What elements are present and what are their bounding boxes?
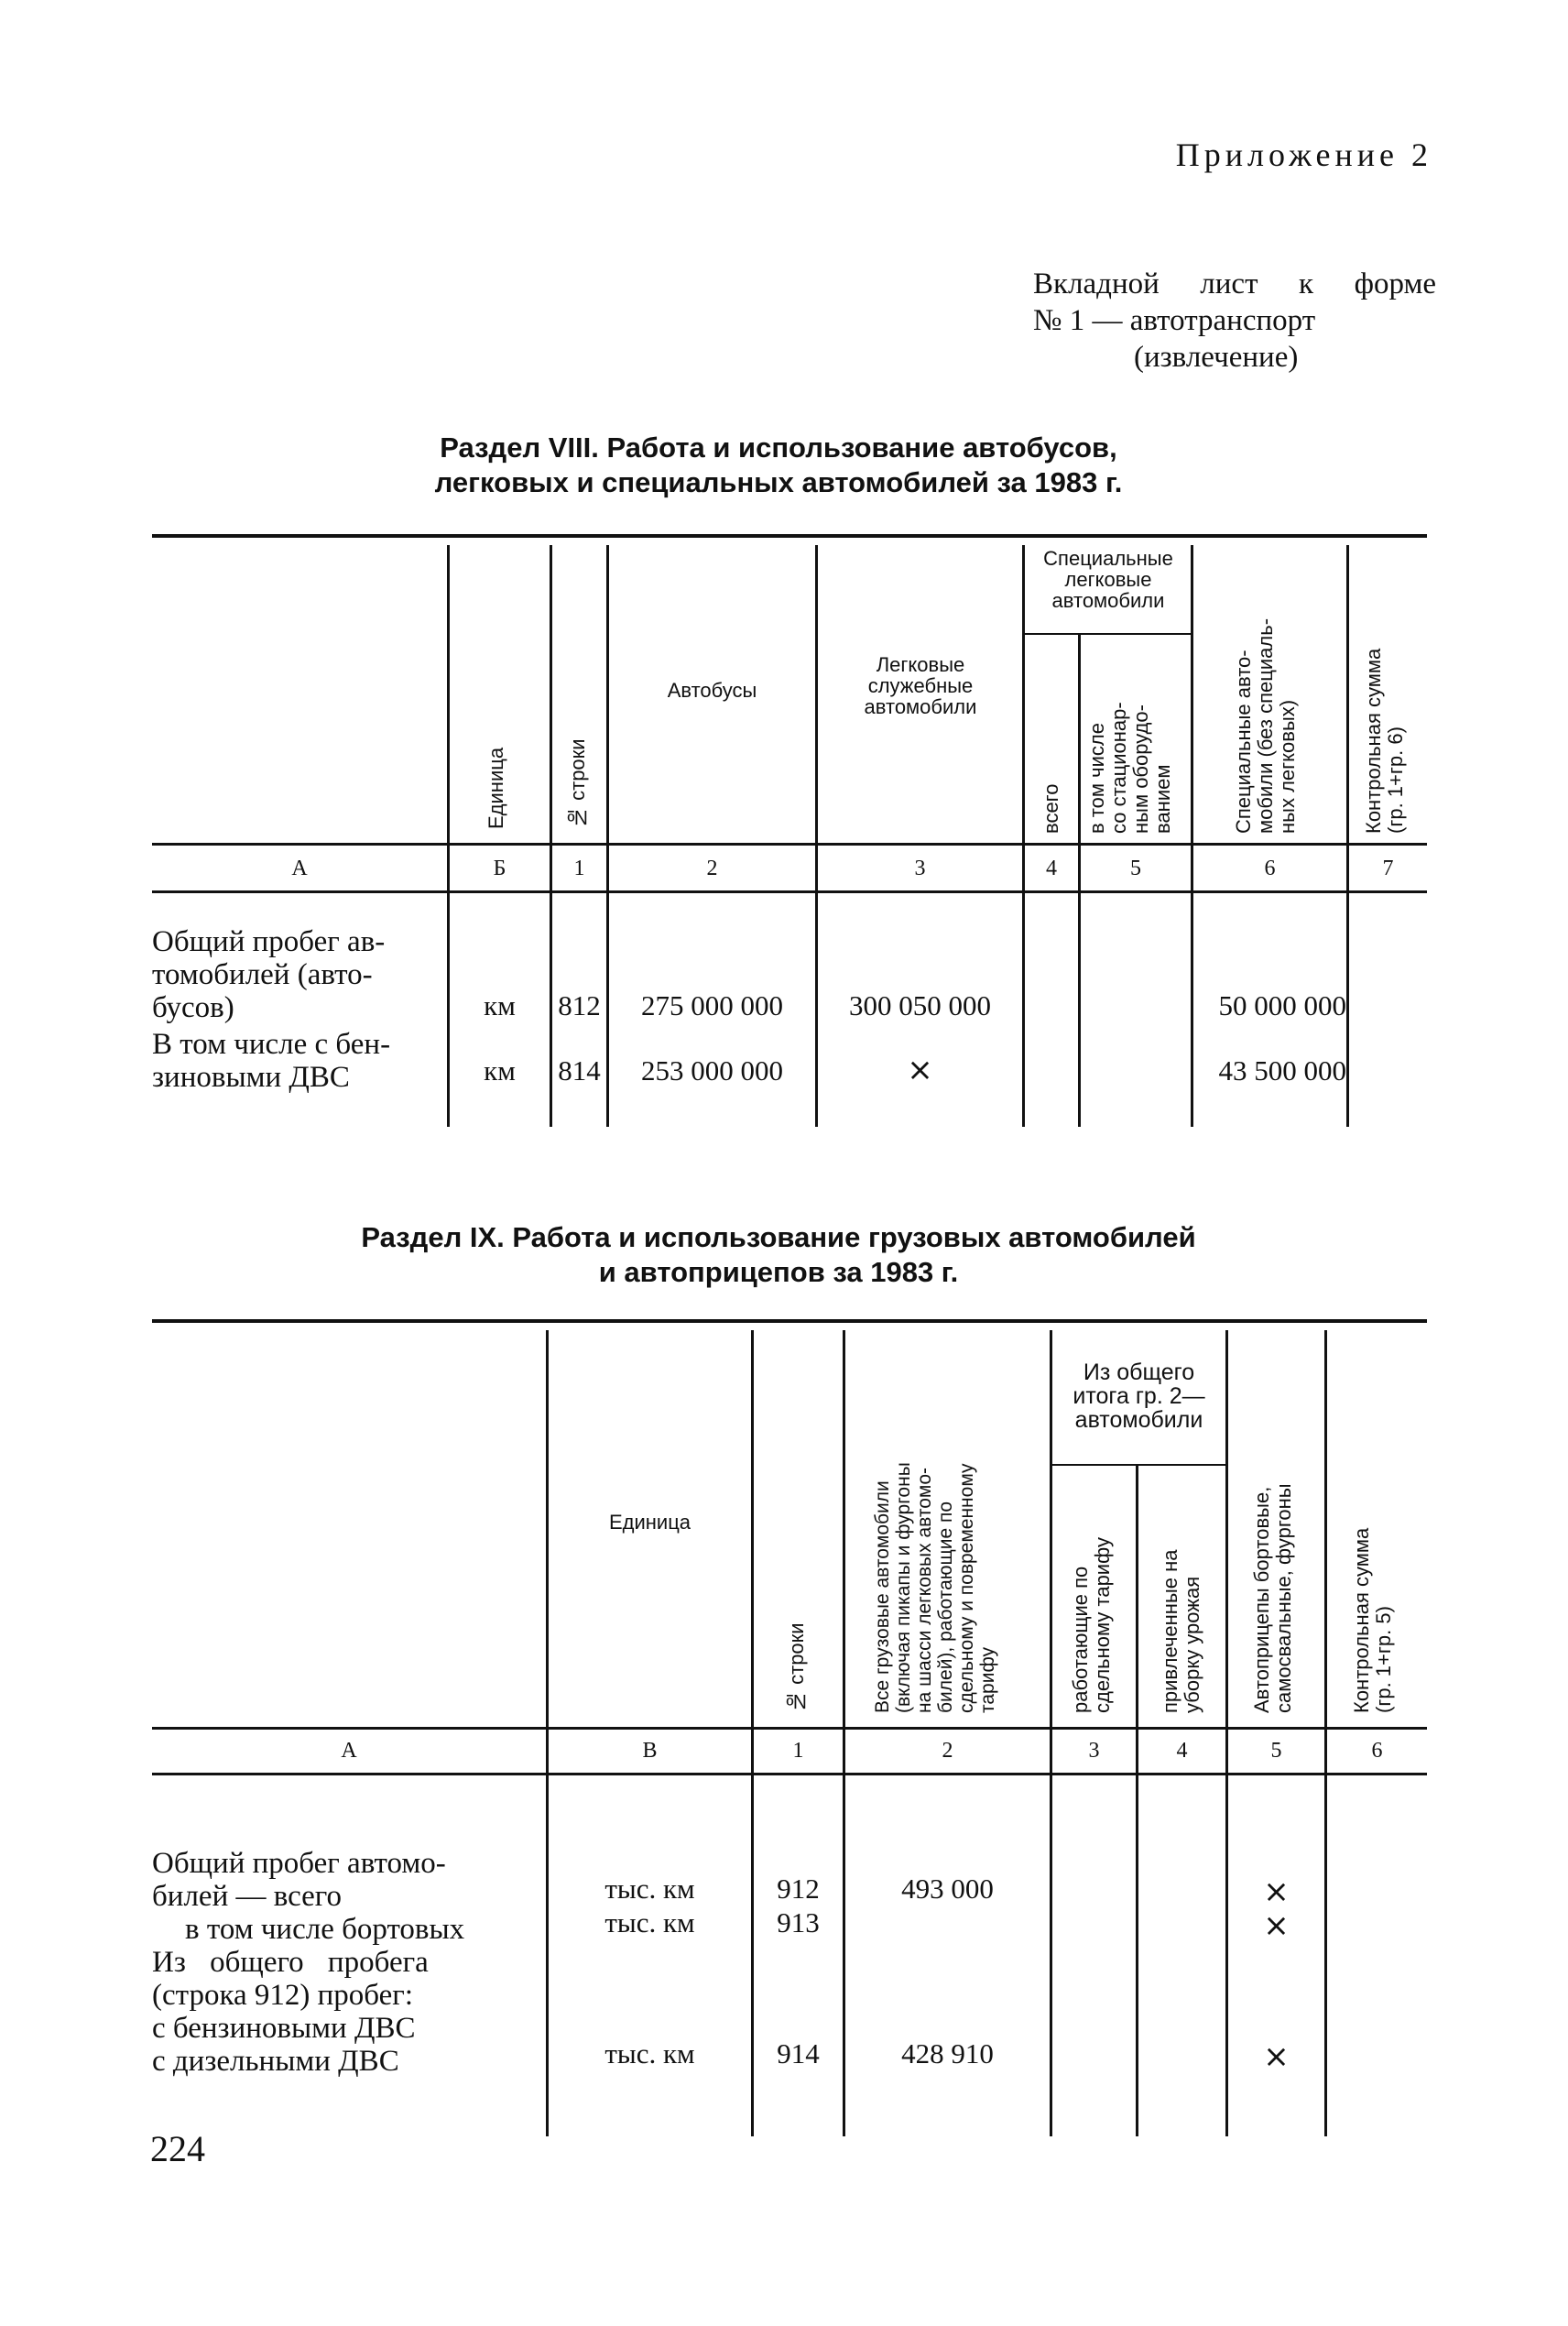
s9-piece-line2: сдельному тарифу <box>1091 1537 1114 1713</box>
s9-all-line2: (включая пикапы и фургоны <box>893 1462 914 1713</box>
s8-colnum: 2 <box>706 857 718 880</box>
s9-all-line5: сдельному и повременному <box>956 1463 977 1713</box>
s9-piece-line1: работающие по <box>1069 1566 1092 1713</box>
insert-line-2: № 1 — автотранспорт <box>1033 304 1316 337</box>
section8-title-line2: легковых и специальных автомобилей за 1983 г. <box>434 466 1123 498</box>
s9-control-line1: Контрольная сумма <box>1350 1527 1373 1713</box>
s9-header-control <box>1351 1484 1395 1713</box>
s8-vline <box>606 545 609 1127</box>
s8-row1-special: 50 000 000 <box>1218 989 1346 1021</box>
s8-colnum: 6 <box>1264 857 1276 880</box>
s9-colnum: 6 <box>1371 1739 1383 1763</box>
s9-header-rule <box>152 1727 1427 1730</box>
s9-row3-trailers-cross: × <box>1263 2038 1290 2075</box>
s9-label-line: с бензиновыми ДВС <box>152 2012 416 2045</box>
s9-label-line: Из общего пробега <box>152 1946 429 1979</box>
s9-group-rule <box>1051 1464 1225 1466</box>
s9-row2-row-no: 913 <box>777 1906 820 1938</box>
s8-row2-label <box>152 1028 390 1094</box>
s9-header-piece-rate <box>1070 1475 1114 1713</box>
insert-sheet-caption <box>1033 266 1436 376</box>
s9-all-line3: на шасси легковых автомо- <box>914 1467 935 1713</box>
appendix-label: Приложение 2 <box>1175 137 1432 173</box>
s9-vline <box>843 1330 845 2136</box>
s9-label-line: в том числе бортовых <box>185 1913 465 1946</box>
s8-header-buses: Автобусы <box>667 679 757 702</box>
s9-colnum: 1 <box>792 1739 804 1763</box>
s9-header-row-no: № строки <box>785 1622 808 1713</box>
s8-row1-unit: км <box>484 989 516 1021</box>
s9-vline <box>1324 1330 1327 2136</box>
s9-colnum: В <box>642 1739 658 1763</box>
s9-number-rule <box>152 1773 1427 1775</box>
s9-label-line: билей — всего <box>152 1880 343 1913</box>
s9-header-harvest <box>1160 1484 1203 1713</box>
s8-header-rule <box>152 843 1427 846</box>
section9-title <box>275 1220 1282 1290</box>
s8-row2-label-line: зиновыми ДВС <box>152 1061 350 1094</box>
s8-header-cars: Легковые служебные автомобили <box>864 653 977 718</box>
s8-incl-line3: ным оборудо- <box>1129 704 1152 834</box>
s8-vline <box>815 545 818 1127</box>
s8-incl-line1: в том числе <box>1085 723 1108 834</box>
s9-label-line: Общий пробег автомо- <box>152 1847 446 1880</box>
section9-title-line1: Раздел IX. Работа и использование грузовых автомобилей <box>361 1221 1196 1253</box>
s8-row1-label-line: томобилей (авто- <box>152 958 373 991</box>
s8-control-line1: Контрольная сумма <box>1362 648 1385 834</box>
s8-row1-label <box>152 925 385 1024</box>
s9-trailers-line2: самосвальные, фургоны <box>1272 1483 1295 1713</box>
s8-row1-label-line: бусов) <box>152 991 234 1024</box>
s9-vline <box>1225 1330 1228 2136</box>
s8-group-rule <box>1024 633 1192 635</box>
s8-special-line1: Специальные авто- <box>1232 650 1255 834</box>
s9-all-line1: Все грузовые автомобили <box>872 1480 893 1713</box>
s8-row2-cars-cross: × <box>907 1052 933 1088</box>
s9-row2-unit: тыс. км <box>604 1906 695 1938</box>
s9-harvest-line1: привлеченные на <box>1159 1549 1181 1713</box>
s8-top-rule <box>152 534 1427 538</box>
s8-incl-line2: со стационар- <box>1107 702 1130 834</box>
s8-incl-line4: ванием <box>1151 764 1174 834</box>
s8-special-line2: мобили (без специаль- <box>1254 617 1277 834</box>
s9-label-block <box>152 1847 464 2078</box>
s9-label-line: с дизельными ДВС <box>152 2045 399 2078</box>
s9-group-line1: Из общего <box>1083 1360 1195 1385</box>
s9-all-line6: тарифу <box>977 1646 998 1713</box>
insert-line-1: Вкладной лист к форме <box>1033 268 1436 300</box>
s8-number-rule <box>152 890 1427 893</box>
s9-group-line2: итога гр. 2— <box>1073 1383 1205 1409</box>
s9-row1-trailers-cross: × <box>1263 1873 1290 1910</box>
s8-row1-buses: 275 000 000 <box>641 989 783 1021</box>
s8-special-line3: ных легковых) <box>1276 699 1299 834</box>
s8-header-total: всего <box>1040 783 1062 834</box>
s9-row3-row-no: 914 <box>777 2037 820 2069</box>
s8-control-line2: (гр. 1+гр. 6) <box>1384 726 1407 834</box>
s9-colnum: 3 <box>1088 1739 1100 1763</box>
s8-vline <box>447 545 450 1127</box>
s8-vline <box>1191 545 1193 1127</box>
s8-vline <box>1022 545 1025 1127</box>
s9-row1-row-no: 912 <box>777 1873 820 1905</box>
s8-header-row-no: № строки <box>566 738 589 829</box>
s9-header-all-trucks <box>872 1338 998 1713</box>
s8-row1-label-line: Общий пробег ав- <box>152 925 386 958</box>
s8-row1-row-no: 812 <box>558 989 601 1021</box>
s9-colnum: 2 <box>942 1739 953 1763</box>
s9-trailers-line1: Автоприцепы бортовые, <box>1250 1486 1273 1713</box>
s9-top-rule <box>152 1319 1427 1323</box>
s9-vline <box>751 1330 754 2136</box>
s8-colnum: 3 <box>914 857 926 880</box>
s9-header-unit: Единица <box>608 1511 691 1534</box>
s8-row2-buses: 253 000 000 <box>641 1054 783 1087</box>
s8-vline <box>550 545 552 1127</box>
s9-colnum: 4 <box>1176 1739 1188 1763</box>
insert-line-3: (извлечение) <box>1134 341 1299 374</box>
s8-colnum: А <box>291 857 308 880</box>
s9-vline <box>1050 1330 1052 2136</box>
s8-row2-label-line: В том числе с бен- <box>152 1028 391 1061</box>
s9-control-line2: (гр. 1+гр. 5) <box>1372 1606 1395 1713</box>
s9-header-group <box>1052 1360 1225 1432</box>
s8-row2-special: 43 500 000 <box>1218 1054 1346 1087</box>
s8-header-incl-stationary <box>1086 641 1174 834</box>
s8-header-unit: Единица <box>485 747 507 829</box>
section8-title-line1: Раздел VIII. Работа и использование автобусов, <box>440 431 1117 464</box>
s8-row2-unit: км <box>484 1054 516 1087</box>
s9-row1-unit: тыс. км <box>604 1873 695 1905</box>
s9-all-line4: билей), работающие по <box>935 1501 956 1713</box>
s8-colnum: 1 <box>573 857 585 880</box>
s9-row3-unit: тыс. км <box>604 2037 695 2069</box>
s8-colnum: 7 <box>1382 857 1394 880</box>
s9-vline <box>546 1330 549 2136</box>
s9-colnum: А <box>341 1739 357 1763</box>
s8-row1-cars: 300 050 000 <box>849 989 991 1021</box>
s8-colnum: 5 <box>1130 857 1141 880</box>
s9-row2-trailers-cross: × <box>1263 1907 1290 1944</box>
section9-title-line2: и автоприцепов за 1983 г. <box>598 1256 959 1288</box>
s9-row3-value: 428 910 <box>901 2037 994 2069</box>
s9-group-line3: автомобили <box>1074 1407 1203 1433</box>
s8-header-special <box>1233 550 1299 834</box>
s8-header-control <box>1363 559 1407 834</box>
s8-colnum: Б <box>493 857 506 880</box>
s9-row1-value: 493 000 <box>901 1873 994 1905</box>
s8-colnum: 4 <box>1046 857 1057 880</box>
s9-vline <box>1136 1466 1138 2136</box>
s8-row2-row-no: 814 <box>558 1054 601 1087</box>
s9-colnum: 5 <box>1270 1739 1282 1763</box>
s9-label-line: (строка 912) пробег: <box>152 1979 413 2012</box>
s8-vline <box>1346 545 1349 1127</box>
page-number: 224 <box>150 2128 205 2169</box>
s9-header-trailers <box>1251 1347 1295 1713</box>
s9-harvest-line2: уборку урожая <box>1181 1576 1203 1713</box>
section8-title <box>275 431 1282 500</box>
s8-header-special-cars-group: Специальные легковые автомобили <box>1043 547 1173 612</box>
